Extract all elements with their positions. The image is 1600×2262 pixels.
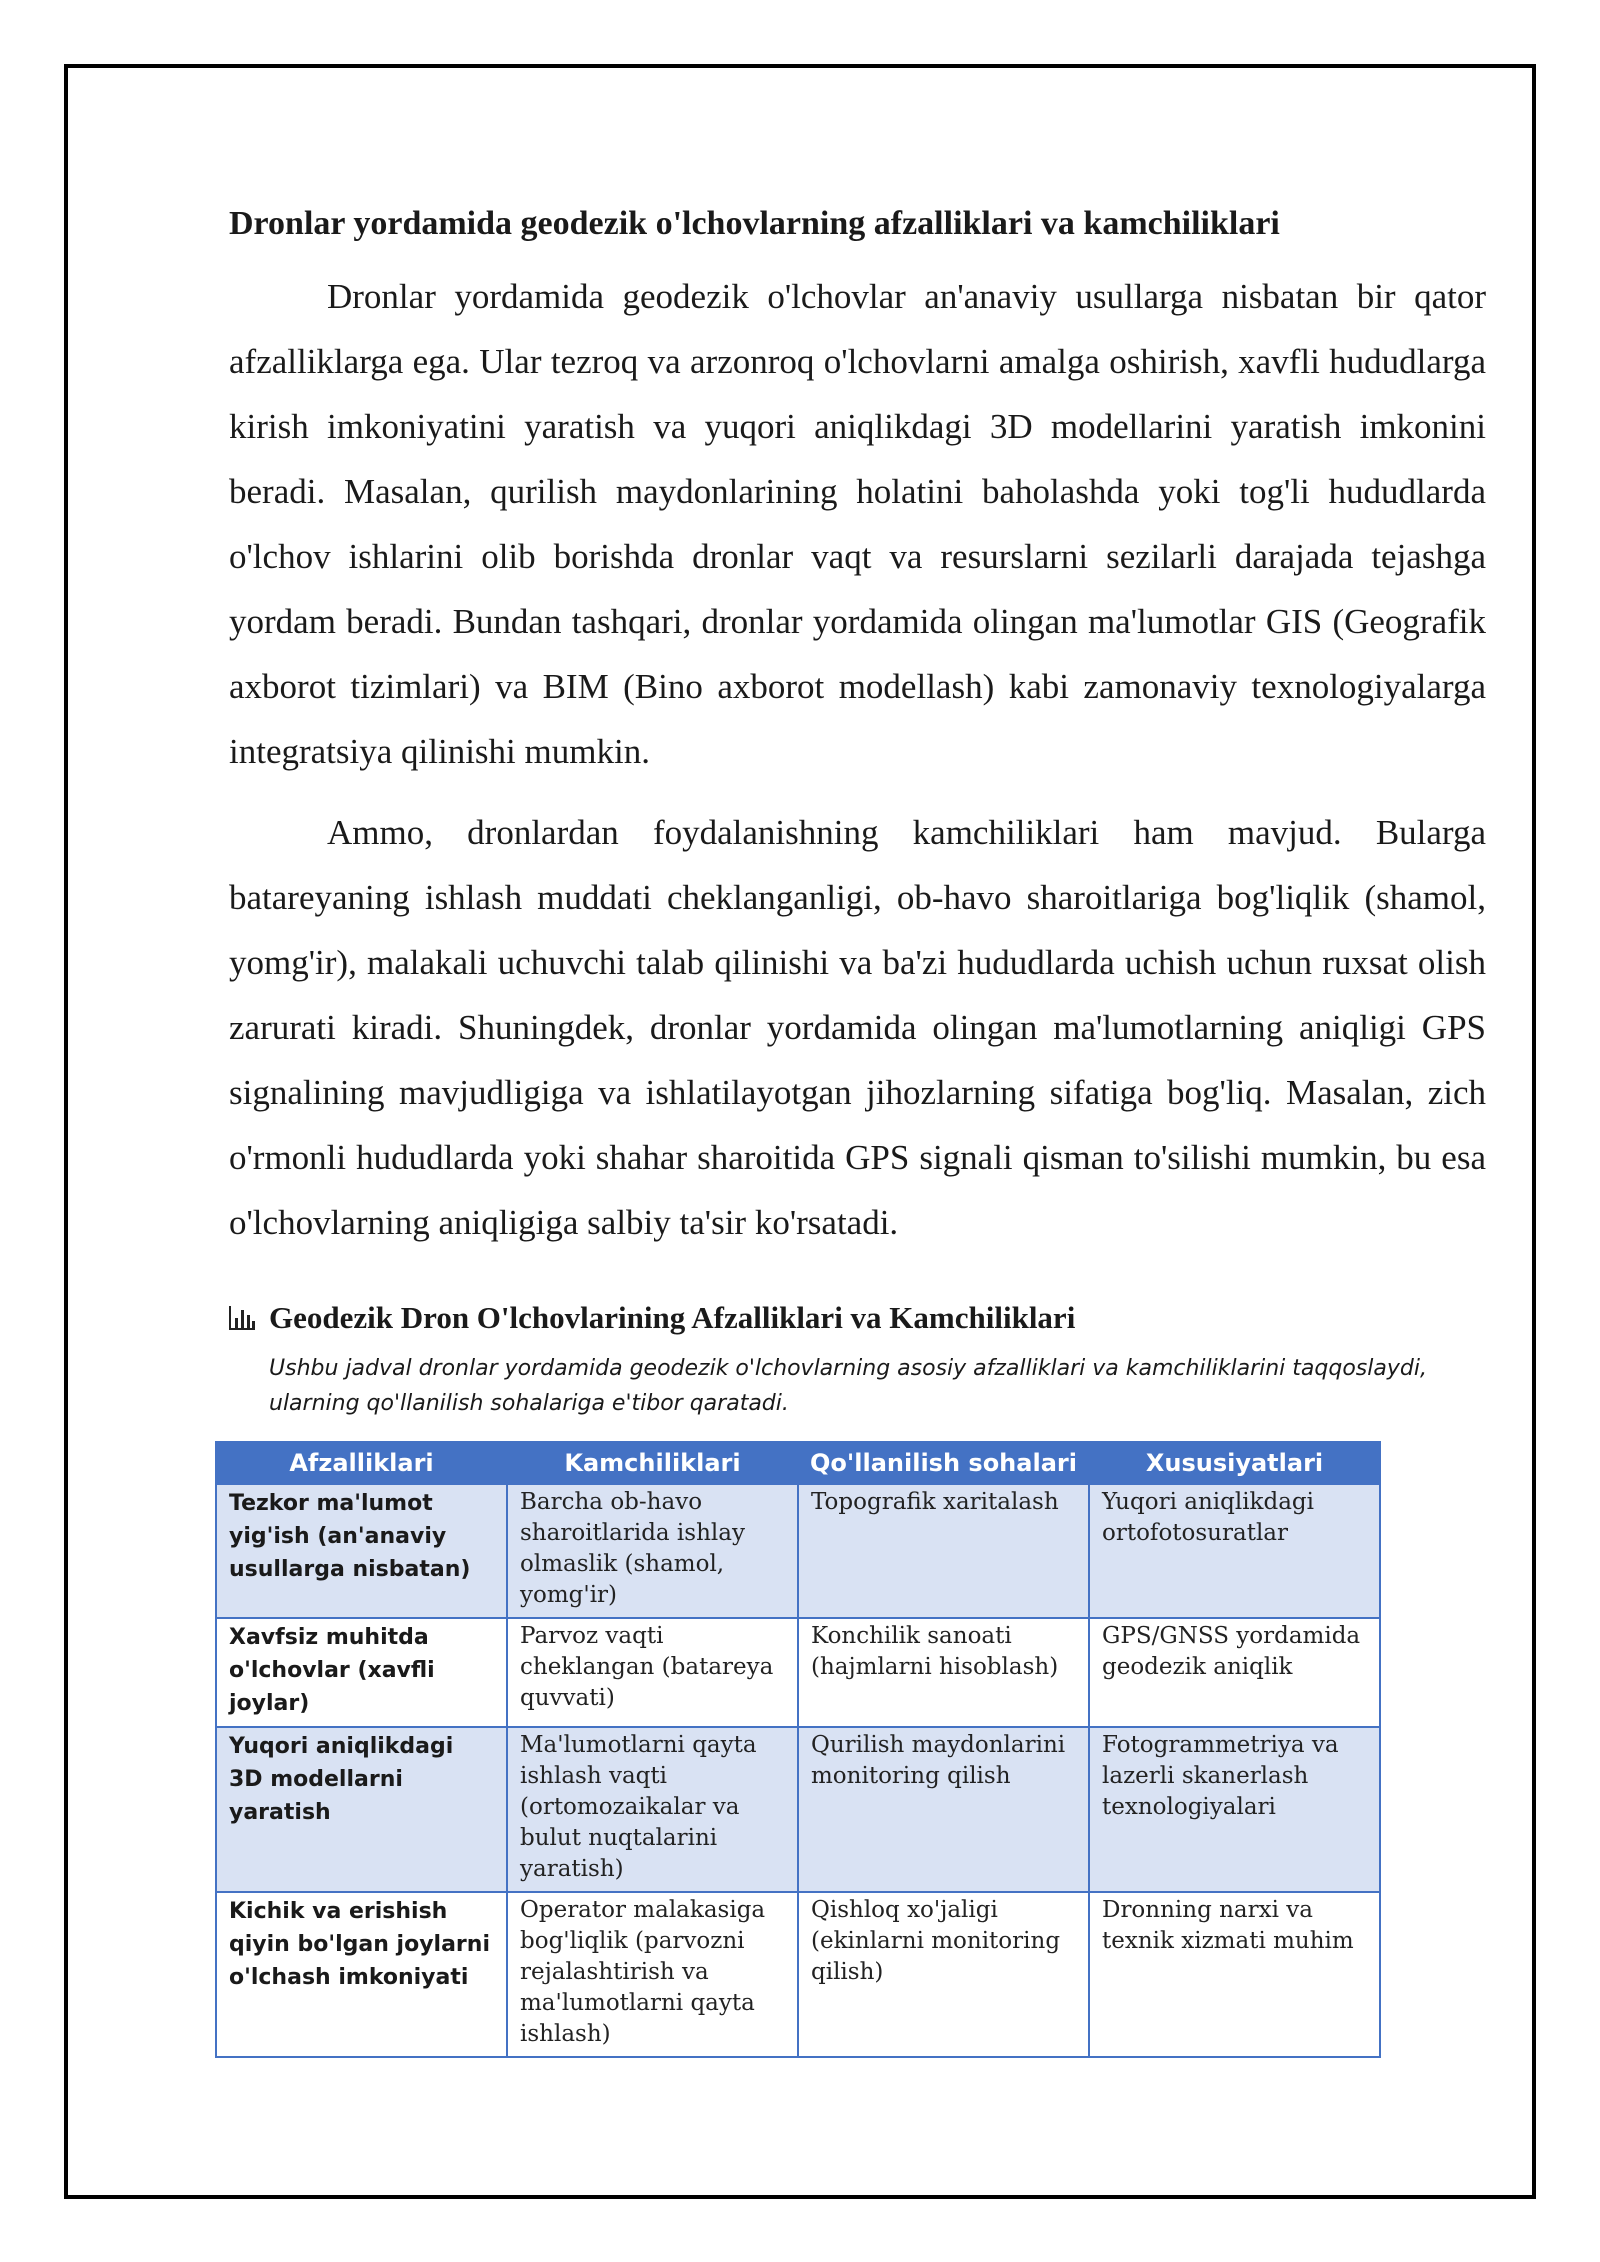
bar-chart-icon <box>229 1306 257 1330</box>
table-row <box>216 1892 1380 2057</box>
table-header-row <box>216 1442 1380 1484</box>
table-cell: Yuqori aniqlikdagi ortofotosuratlar <box>1089 1484 1380 1618</box>
table-cell: Barcha ob-havo sharoitlarida ishlay olmaslik (shamol, yomg'ir) <box>507 1484 798 1618</box>
header-features: Xususiyatlari <box>1089 1442 1380 1484</box>
table-cell: Tezkor ma'lumot yig'ish (an'anaviy usullarga nisbatan) <box>216 1484 507 1618</box>
table-cell: Parvoz vaqti cheklangan (batareya quvvati) <box>507 1618 798 1727</box>
table-cell: Konchilik sanoati (hajmlarni hisoblash) <box>798 1618 1089 1727</box>
table-cell: Qurilish maydonlarini monitoring qilish <box>798 1727 1089 1892</box>
table-cell: Kichik va erishish qiyin bo'lgan joylarni o'lchash imkoniyati <box>216 1892 507 2057</box>
table-cell: GPS/GNSS yordamida geodezik aniqlik <box>1089 1618 1380 1727</box>
table-cell: Dronning narxi va texnik xizmati muhim <box>1089 1892 1380 2057</box>
paragraph-advantages: Dronlar yordamida geodezik o'lchovlar an'anaviy usullarga nisbatan bir qator afzalliklarga ega. Ular tezroq va arzonroq o'lchovlarni amalga oshirish, xavfli hududlarga kirish imkoniyatini yaratish va yuqori aniqlikdagi 3D modellarini yaratish imkonini beradi. Masalan, qurilish maydonlarining holatini baholashda yoki tog'li hududlarda o'lchov ishlarini olib borishda dronlar vaqt va resurslarni sezilarli darajada tejashga yordam beradi. Bundan tashqari, dronlar yordamida olingan ma'lumotlar GIS (Geografik axborot tizimlari) va BIM (Bino axborot modellash) kabi zamonaviy texnologiyalarga integratsiya qilinishi mumkin. <box>229 277 1486 771</box>
table-row <box>216 1484 1380 1618</box>
table-title-row <box>229 1295 1486 1341</box>
table-cell: Operator malakasiga bog'liqlik (parvozni rejalashtirish va ma'lumotlarni qayta ishlash) <box>507 1892 798 2057</box>
table-cell: Xavfsiz muhitda o'lchovlar (xavfli joylar) <box>216 1618 507 1727</box>
table-cell: Qishloq xo'jaligi (ekinlarni monitoring qilish) <box>798 1892 1089 2057</box>
document-heading: Dronlar yordamida geodezik o'lchovlarning afzalliklari va kamchiliklari <box>229 205 1280 242</box>
comparison-table <box>215 1441 1381 2058</box>
header-disadvantages: Kamchiliklari <box>507 1442 798 1484</box>
paragraph-disadvantages: Ammo, dronlardan foydalanishning kamchiliklari ham mavjud. Bularga batareyaning ishlash muddati cheklanganligi, ob-havo sharoitlariga bog'liqlik (shamol, yomg'ir), malakali uchuvchi talab qilinishi va ba'zi hududlarda uchish uchun ruxsat olish zarurati kiradi. Shuningdek, dronlar yordamida olingan ma'lumotlarning aniqligi GPS signalining mavjudligiga va ishlatilayotgan jihozlarning sifatiga bog'liq. Masalan, zich o'rmonli hududlarda yoki shahar sharoitida GPS signali qisman to'silishi mumkin, bu esa o'lchovlarning aniqligiga salbiy ta'sir ko'rsatadi. <box>229 813 1486 1242</box>
table-cell: Ma'lumotlarni qayta ishlash vaqti (ortomozaikalar va bulut nuqtalarini yaratish) <box>507 1727 798 1892</box>
table-title: Geodezik Dron O'lchovlarining Afzalliklari va Kamchiliklari <box>269 1300 1076 1335</box>
header-application-areas: Qo'llanilish sohalari <box>798 1442 1089 1484</box>
table-cell: Topografik xaritalash <box>798 1484 1089 1618</box>
table-description: Ushbu jadval dronlar yordamida geodezik o'lchovlarning asosiy afzalliklari va kamchiliklarini taqqoslaydi, ularning qo'llanilish sohalariga e'tibor qaratadi. <box>269 1356 1427 1416</box>
table-cell: Yuqori aniqlikdagi 3D modellarni yaratish <box>216 1727 507 1892</box>
table-row <box>216 1727 1380 1892</box>
table-section <box>229 1295 1486 2058</box>
table-row <box>216 1618 1380 1727</box>
table-cell: Fotogrammetriya va lazerli skanerlash texnologiyalari <box>1089 1727 1380 1892</box>
header-advantages: Afzalliklari <box>216 1442 507 1484</box>
document-body <box>229 196 1486 2058</box>
